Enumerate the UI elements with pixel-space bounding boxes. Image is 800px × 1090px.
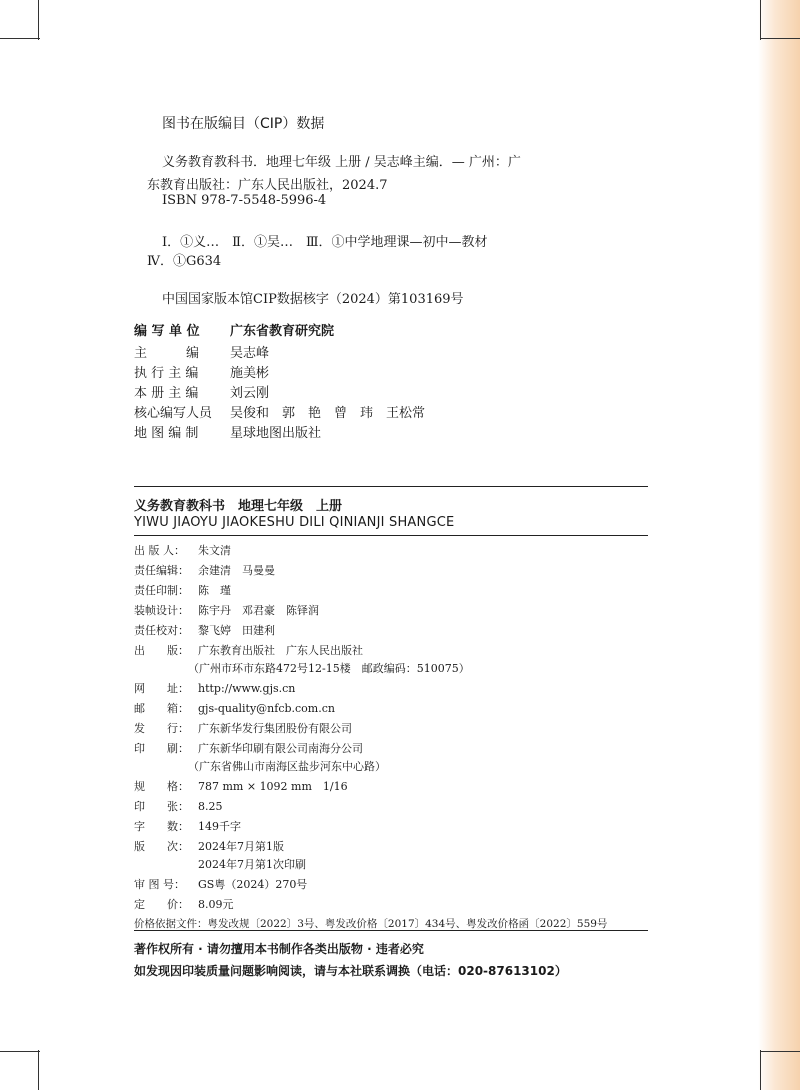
pub-value: 2024年7月第1次印刷: [198, 858, 306, 871]
credit-label: 主 编: [134, 346, 200, 361]
pub-row: [134, 778, 348, 794]
pub-row: [134, 642, 363, 658]
pub-row: [134, 542, 231, 558]
pub-value: 朱文清: [198, 544, 231, 557]
title-top-rule: [134, 486, 648, 487]
credit-row: [134, 402, 425, 421]
credit-row: [134, 320, 334, 339]
pub-value: （广东省佛山市南海区盐步河东中心路）: [188, 760, 386, 773]
pub-label: 字 数：: [134, 820, 189, 833]
crop-mark-tr-h: [760, 38, 800, 39]
pub-value: 黎飞婷 田建利: [198, 624, 275, 637]
pub-value: 广东新华印刷有限公司南海分公司: [198, 742, 363, 755]
crop-mark-bl-h: [0, 1051, 40, 1052]
cip-heading: 图书在版编目（CIP）数据: [162, 116, 325, 132]
credit-value: 吴俊和 郭 艳 曾 玮 王松常: [230, 406, 426, 421]
title-bottom-rule: [134, 535, 648, 536]
cip-isbn: ISBN 978-7-5548-5996-4: [162, 193, 327, 208]
book-title-pinyin: YIWU JIAOYU JIAOKESHU DILI QINIANJI SHANGCE: [134, 515, 455, 530]
book-title-cn: 义务教育教科书 地理七年级 上册: [134, 499, 343, 514]
pub-label: 发 行：: [134, 722, 189, 735]
pub-label: 装帧设计：: [134, 604, 189, 617]
pub-value: GS粤（2024）270号: [198, 878, 308, 891]
pub-value: 余建清 马曼曼: [198, 564, 275, 577]
copyright-notice: 著作权所有 · 请勿擅用本书制作各类出版物 · 违者必究: [134, 942, 424, 956]
pub-value: gjs-quality@nfcb.com.cn: [198, 702, 335, 715]
pub-row: [134, 680, 295, 696]
cip-classification-1: Ⅰ．①义… Ⅱ．①吴… Ⅲ．①中学地理课—初中—教材: [162, 235, 488, 250]
pub-row: [134, 896, 234, 912]
price-bottom-rule: [134, 930, 648, 931]
pub-row: [134, 700, 335, 716]
credit-value: 刘云刚: [230, 386, 270, 401]
pub-row: [188, 758, 386, 774]
pub-label: 定 价：: [134, 898, 189, 911]
credit-label: 核心编写人员: [134, 406, 213, 421]
pub-label: 邮 箱：: [134, 702, 189, 715]
pub-row: [134, 798, 223, 814]
credit-row: [134, 342, 269, 361]
credit-value: 施美彬: [230, 366, 270, 381]
pub-label: 责任校对：: [134, 624, 189, 637]
pub-value: 陈 瑾: [198, 584, 231, 597]
page-edge-band: [758, 0, 800, 1090]
pub-row: [188, 660, 470, 676]
cip-record-number: 中国国家版本馆CIP数据核字（2024）第103169号: [162, 292, 464, 307]
crop-mark-tl-v: [38, 0, 39, 40]
cip-line-2: 东教育出版社：广东人民出版社，2024.7: [147, 178, 388, 193]
credit-row: [134, 382, 269, 401]
pub-row: [134, 876, 307, 892]
crop-mark-br-h: [760, 1051, 800, 1052]
credit-label: 地 图 编 制: [134, 426, 199, 441]
pub-row: [198, 856, 306, 872]
pub-row: [134, 602, 319, 618]
crop-mark-bl-v: [38, 1050, 39, 1090]
pub-label: 出 版：: [134, 644, 189, 657]
credit-label: 执 行 主 编: [134, 366, 199, 381]
quality-notice: 如发现因印装质量问题影响阅读，请与本社联系调换（电话：020-87613102）: [134, 964, 567, 978]
pub-row: [134, 818, 241, 834]
pub-row: [134, 838, 284, 854]
pub-label: 网 址：: [134, 682, 189, 695]
pub-value: 149千字: [198, 820, 241, 833]
pub-row: [134, 740, 363, 756]
pub-value: 陈宇丹 邓君豪 陈铎润: [198, 604, 319, 617]
credit-label: 本 册 主 编: [134, 386, 199, 401]
cip-line-1: 义务教育教科书．地理七年级 上册 / 吴志峰主编．— 广州：广: [162, 155, 521, 170]
pub-label: 出 版 人：: [134, 544, 185, 557]
pub-label: 规 格：: [134, 780, 189, 793]
pub-value: 广东教育出版社 广东人民出版社: [198, 644, 363, 657]
pub-value: 787 mm × 1092 mm 1/16: [198, 780, 348, 793]
pub-label: 责任编辑：: [134, 564, 189, 577]
crop-mark-tl-h: [0, 38, 40, 39]
credit-row: [134, 422, 321, 441]
pub-value: 8.25: [198, 800, 223, 813]
crop-mark-br-v: [760, 1050, 761, 1090]
pub-row: [134, 562, 275, 578]
credit-value: 星球地图出版社: [230, 426, 322, 441]
cip-classification-2: Ⅳ．①G634: [147, 254, 222, 269]
pub-row: [134, 582, 231, 598]
crop-mark-tr-v: [760, 0, 761, 40]
pub-label: 责任印制：: [134, 584, 189, 597]
pub-value: 广东新华发行集团股份有限公司: [198, 722, 352, 735]
credit-label: 编 写 单 位: [134, 324, 200, 339]
pub-row: [134, 720, 352, 736]
pub-label: 印 刷：: [134, 742, 189, 755]
price-basis: 价格依据文件：粤发改规〔2022〕3号、粤发改价格〔2017〕434号、粤发改价格函〔2022〕559号: [134, 918, 608, 930]
credit-value: 吴志峰: [230, 346, 270, 361]
credit-value: 广东省教育研究院: [230, 324, 335, 339]
pub-value: （广州市环市东路472号12-15楼 邮政编码：510075）: [188, 662, 470, 675]
pub-label: 版 次：: [134, 840, 189, 853]
pub-value: 8.09元: [198, 898, 234, 911]
pub-row: [134, 622, 275, 638]
pub-label: 印 张：: [134, 800, 189, 813]
pub-label: 审 图 号：: [134, 878, 185, 891]
pub-value: http://www.gjs.cn: [198, 682, 296, 695]
pub-value: 2024年7月第1版: [198, 840, 284, 853]
credit-row: [134, 362, 269, 381]
